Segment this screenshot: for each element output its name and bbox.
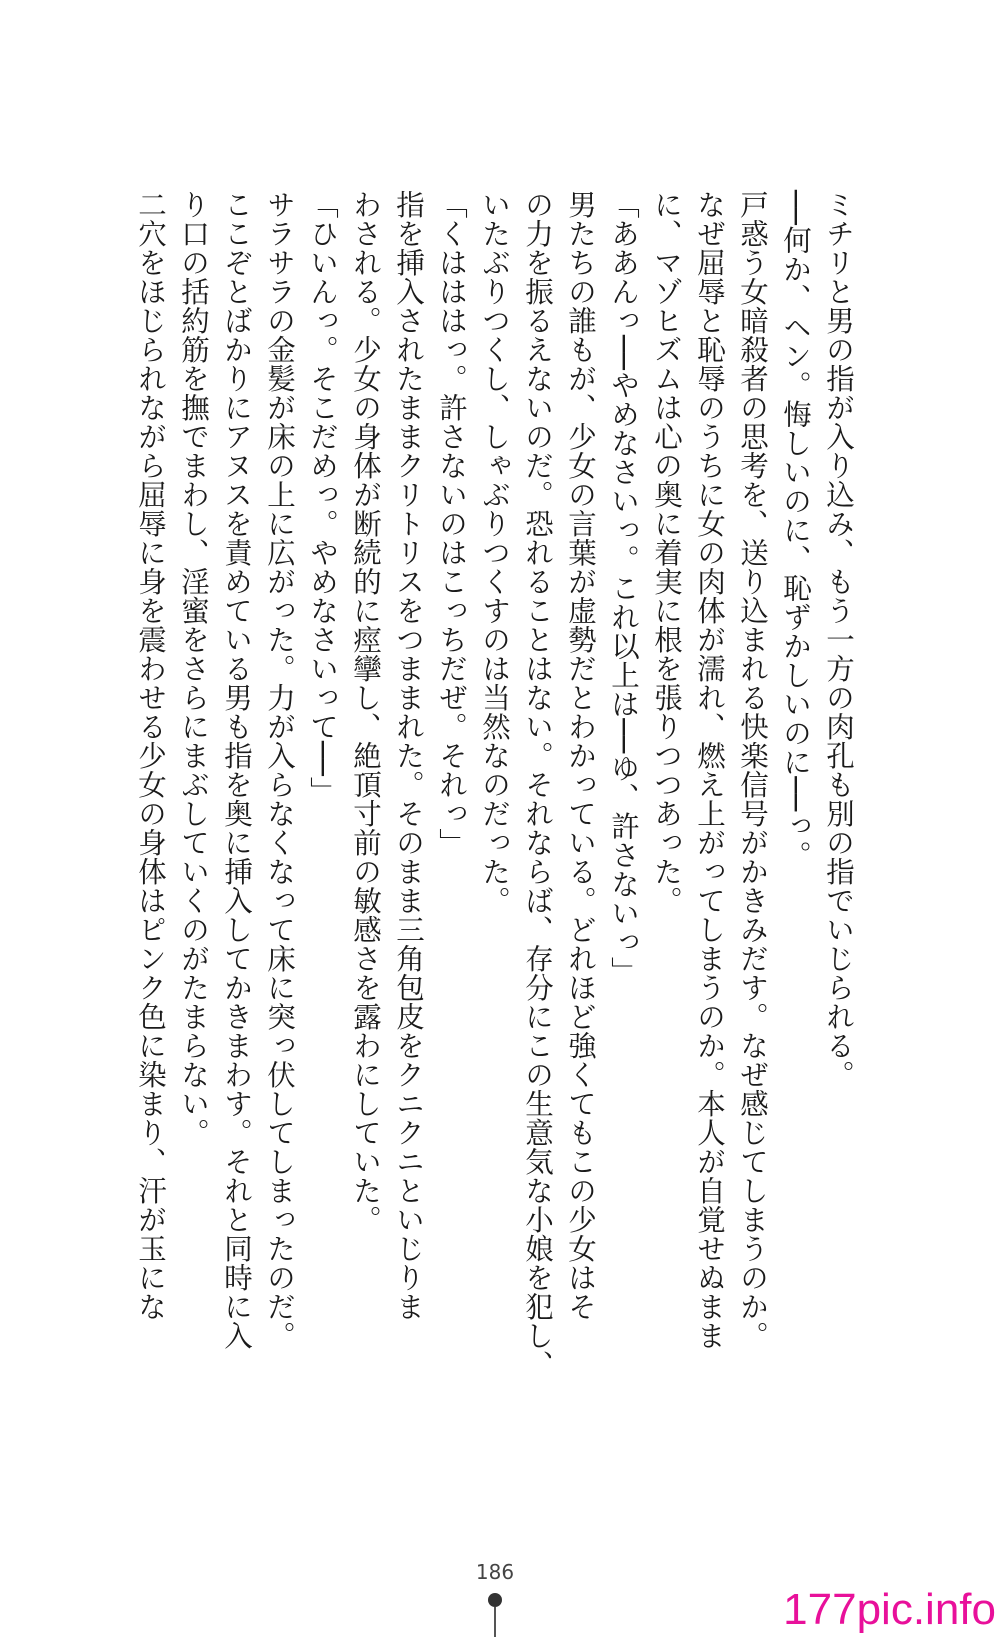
text-line: 「ひいんっ。そこだめっ。やめなさいって──」 xyxy=(306,190,339,806)
page-marker-line xyxy=(494,1607,496,1637)
text-line: なぜ屈辱と恥辱のうちに女の肉体が濡れ、燃え上がってしまうのか。本人が自覚せぬまま xyxy=(693,190,726,1350)
text-line: 二穴をほじられながら屈辱に身を震わせる少女の身体はピンク色に染まり、汗が玉にな xyxy=(134,190,167,1321)
text-line: いたぶりつくし、しゃぶりつくすのは当然なのだった。 xyxy=(478,190,511,915)
text-line: の力を振るえないのだ。恐れることはない。それならば、存分にこの生意気な小娘を犯し、 xyxy=(521,190,554,1379)
body-text xyxy=(129,190,860,1379)
page-marker-dot xyxy=(488,1593,502,1607)
text-line: 男たちの誰もが、少女の言葉が虚勢だとわかっている。どれほど強くてもこの少女はそ xyxy=(564,190,597,1321)
page-number: 186 xyxy=(475,1560,515,1584)
text-line: 戸惑う女暗殺者の思考を、送り込まれる快楽信号がかきみだす。なぜ感じてしまうのか。 xyxy=(736,190,769,1350)
text-line: ミチリと男の指が入り込み、もう一方の肉孔も別の指でいじられる。 xyxy=(822,190,855,1089)
text-line: 「ああんっ──やめなさいっ。これ以上は──ゆ、許さないっ」 xyxy=(607,190,640,986)
text-line: ──何か、ヘン。悔しいのに、恥ずかしいのに──っ。 xyxy=(779,190,812,870)
text-line: り口の括約筋を撫でまわし、淫蜜をさらにまぶしていくのがたまらない。 xyxy=(177,190,210,1147)
watermark: 177pic.info xyxy=(783,1585,996,1634)
text-line: に、マゾヒズムは心の奥に着実に根を張りつつあった。 xyxy=(650,190,683,915)
text-line: 指を挿入されたままクリトリスをつままれた。そのまま三角包皮をクニクニといじりま xyxy=(392,190,425,1321)
text-line: サラサラの金髪が床の上に広がった。力が入らなくなって床に突っ伏してしまったのだ。 xyxy=(263,190,296,1350)
text-line: わされる。少女の身体が断続的に痙攣し、絶頂寸前の敏感さを露わにしていた。 xyxy=(349,190,382,1234)
text-line: ここぞとばかりにアヌスを責めている男も指を奥に挿入してかきまわす。それと同時に入 xyxy=(220,190,253,1350)
text-line: 「くはははっ。許さないのはこっちだぜ。それっ」 xyxy=(435,190,468,857)
